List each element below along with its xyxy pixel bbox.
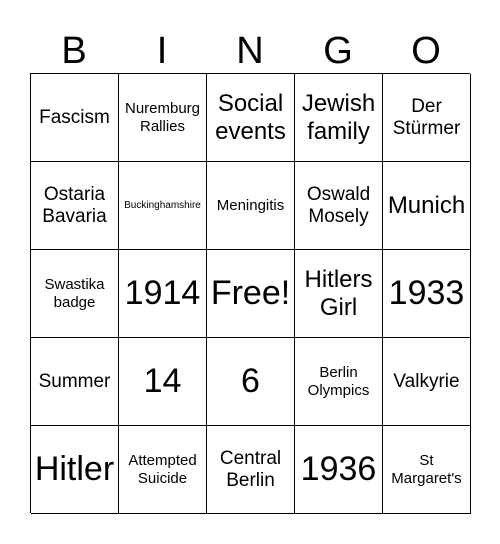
bingo-cell[interactable]: Summer [31,338,119,426]
bingo-cell[interactable]: Ostaria Bavaria [31,162,119,250]
bingo-cell[interactable]: Buckinghamshire [119,162,207,250]
bingo-cell[interactable]: Fascism [31,74,119,162]
bingo-board [30,73,470,513]
bingo-cell[interactable]: 14 [119,338,207,426]
bingo-cell[interactable]: Social events [207,74,295,162]
header-letter-b: B [61,30,87,72]
header-letter-n: N [236,30,264,72]
bingo-cell[interactable]: Valkyrie [383,338,471,426]
bingo-cell[interactable]: Nuremburg Rallies [119,74,207,162]
bingo-cell[interactable]: Central Berlin [207,426,295,514]
bingo-cell[interactable]: 1933 [383,250,471,338]
bingo-cell[interactable]: Hitler [31,426,119,514]
bingo-cell[interactable]: Jewish family [295,74,383,162]
header-letter-g: G [323,30,353,72]
bingo-cell[interactable]: Der Stürmer [383,74,471,162]
bingo-cell[interactable]: 6 [207,338,295,426]
bingo-cell[interactable]: 1914 [119,250,207,338]
bingo-cell[interactable]: Berlin Olympics [295,338,383,426]
bingo-cell[interactable]: Oswald Mosely [295,162,383,250]
bingo-cell[interactable]: 1936 [295,426,383,514]
bingo-cell[interactable]: Hitlers Girl [295,250,383,338]
bingo-cell[interactable]: St Margaret's [383,426,471,514]
bingo-cell[interactable]: Swastika badge [31,250,119,338]
header-letter-o: O [411,30,441,72]
bingo-header [30,28,470,74]
bingo-cell[interactable]: Attempted Suicide [119,426,207,514]
header-letter-i: I [156,30,168,72]
bingo-cell[interactable]: Meningitis [207,162,295,250]
bingo-cell[interactable]: Munich [383,162,471,250]
free-space[interactable]: Free! [207,250,295,338]
